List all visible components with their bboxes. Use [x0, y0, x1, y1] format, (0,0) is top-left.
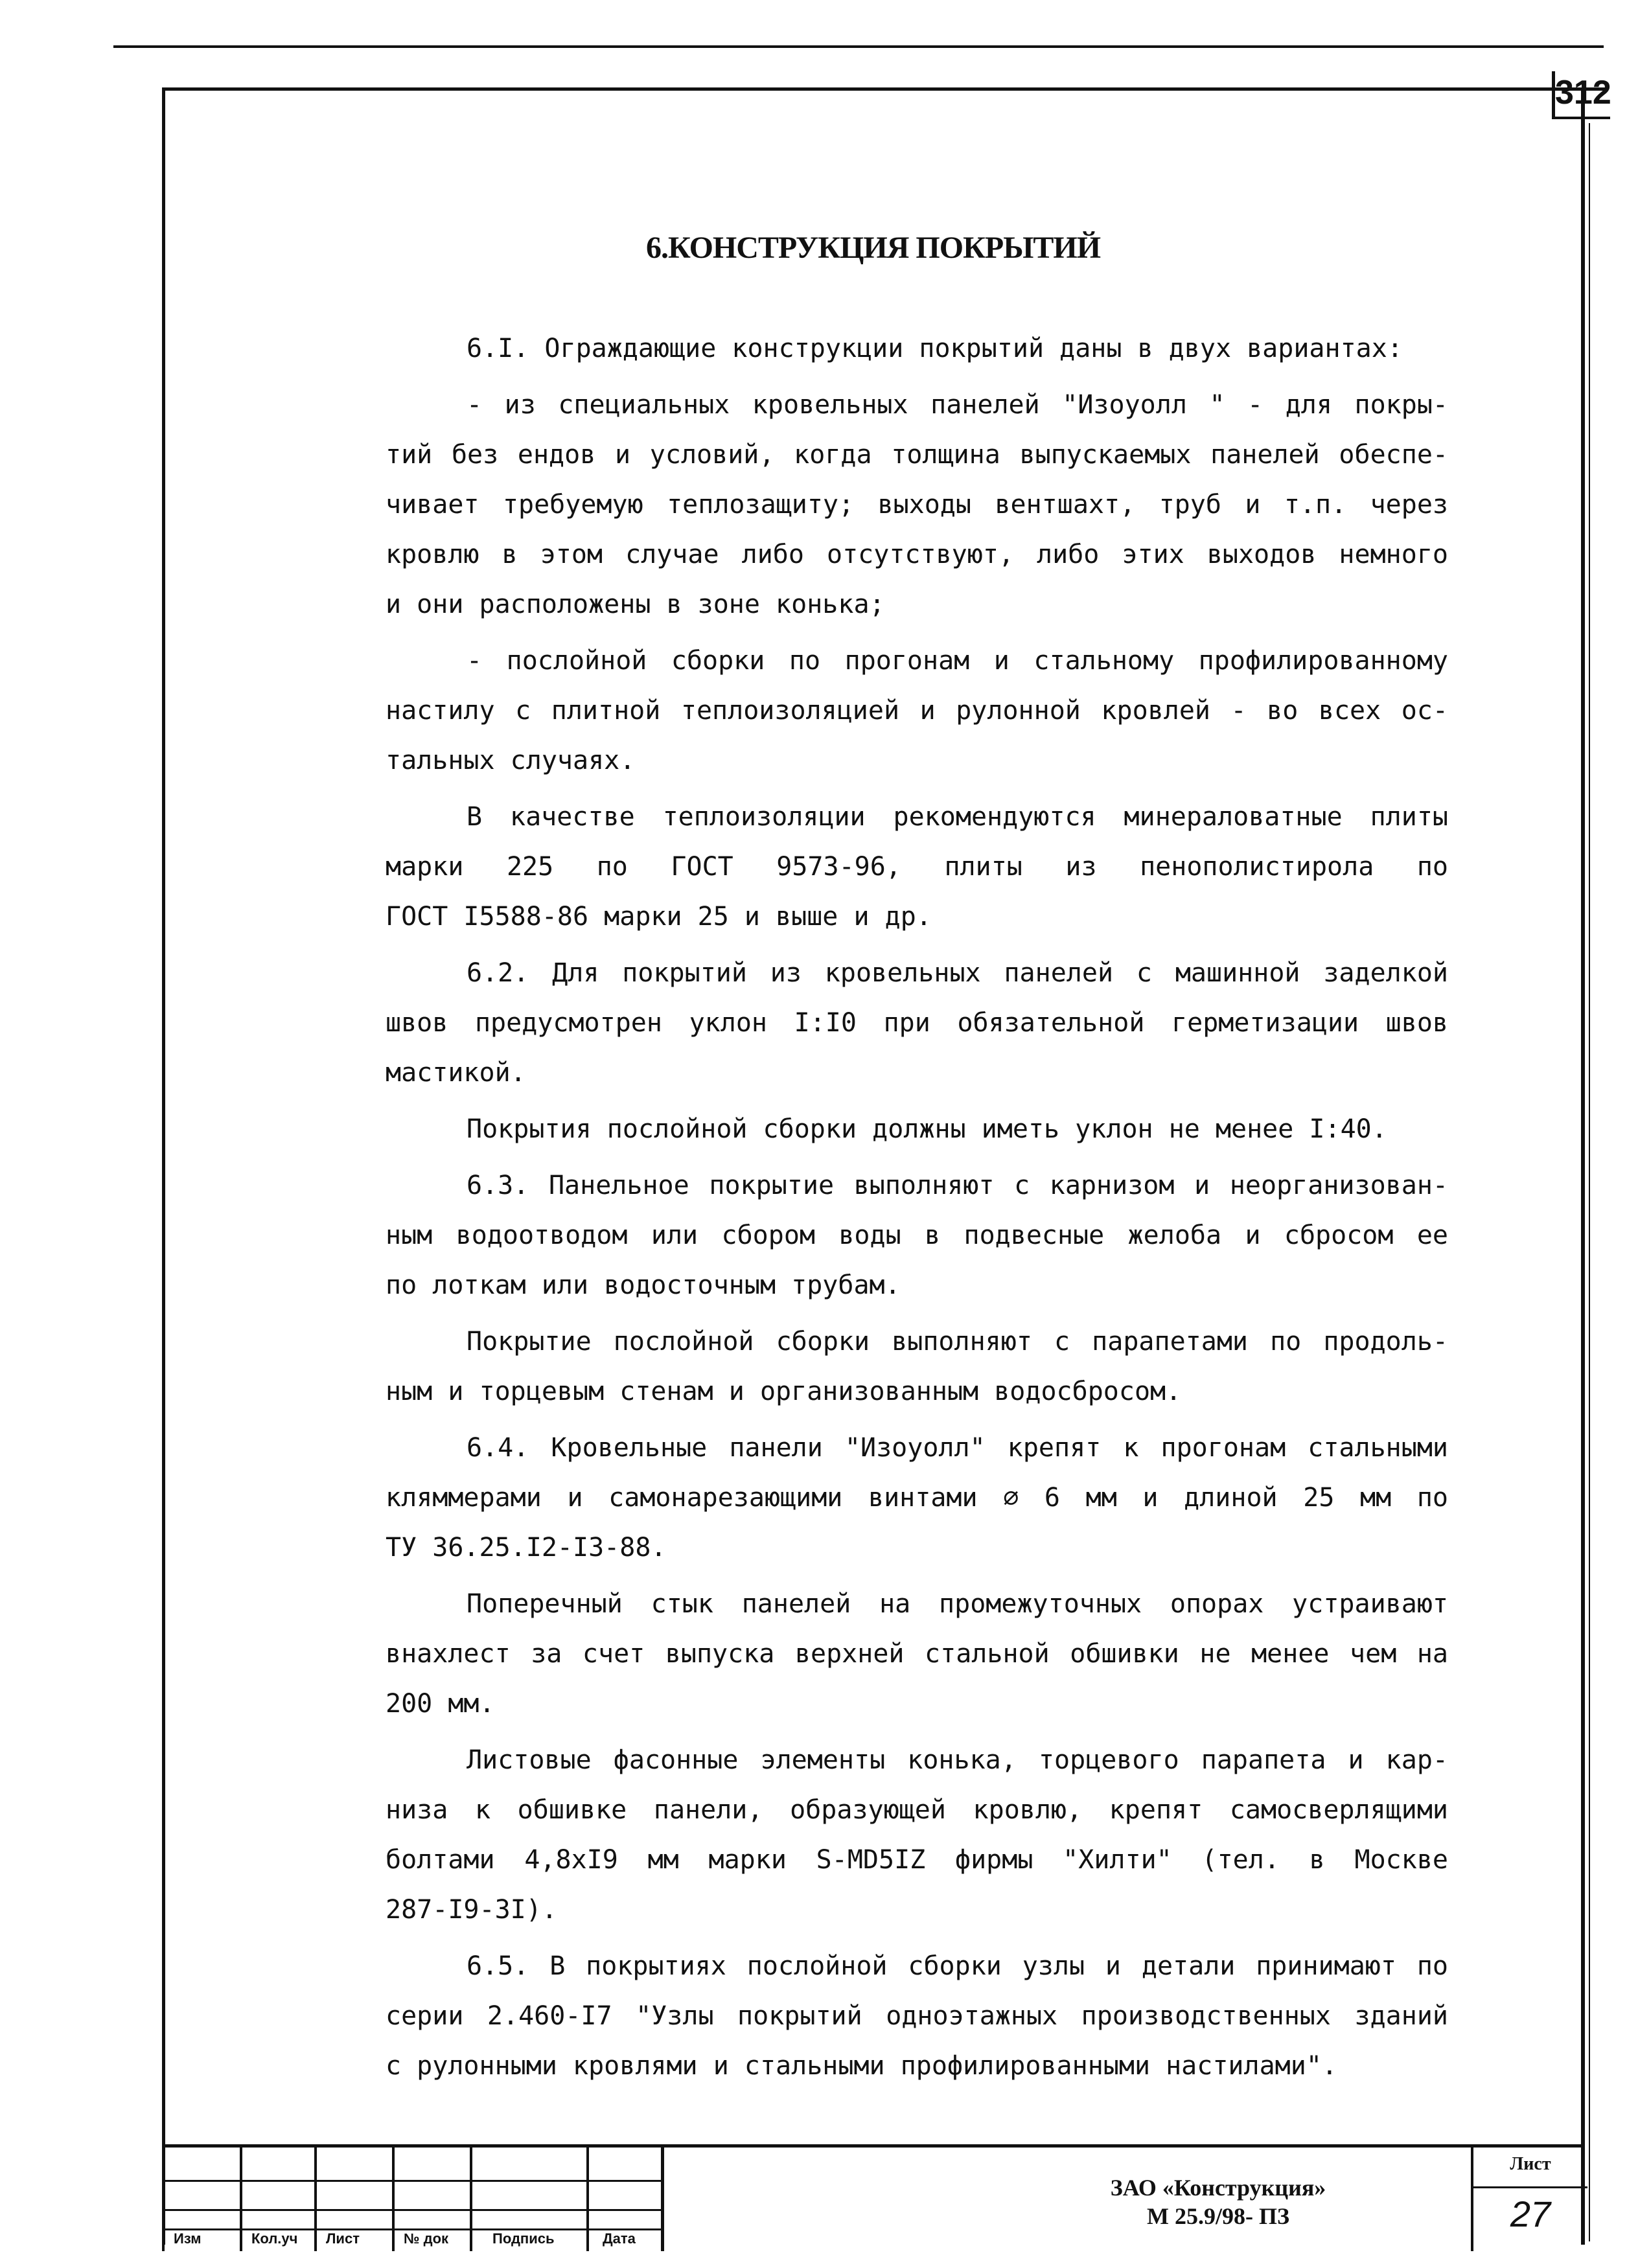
paragraph: [386, 1579, 1448, 1729]
text-line: - из специальных кровельных панелей "Изоуолл " - для покры-: [467, 390, 1448, 420]
text-line: 6.I. Ограждающие конструкции покрытий даны в двух вариантах:: [467, 334, 1403, 363]
organization-block: [1056, 2173, 1380, 2230]
paragraph: [386, 324, 1448, 374]
text-line: В качестве теплоизоляции рекомендуются минераловатные плиты: [467, 802, 1448, 832]
sheet-cell-divider: [1473, 2186, 1587, 2188]
text-line: ным водоотводом или сбором воды в подвесные желоба и сбросом ее: [386, 1220, 1448, 1250]
frame-right-inner-border: [1589, 123, 1590, 2241]
text-line: настилу с плитной теплоизоляцией и рулонной кровлей - во всех ос-: [386, 696, 1448, 726]
text-line: Поперечный стык панелей на промежуточных опорах устраивают: [467, 1589, 1448, 1619]
text-line: Покрытие послойной сборки выполняют с парапетами по продоль-: [467, 1327, 1448, 1357]
paragraph: [386, 380, 1448, 630]
frame-left-border: [162, 87, 165, 2245]
text-line: мастикой.: [386, 1058, 526, 1088]
revision-table-border: [661, 2148, 664, 2251]
paragraph: [386, 792, 1448, 942]
revision-table-divider: [162, 2148, 165, 2251]
text-line: 6.2. Для покрытий из кровельных панелей с машинной заделкой: [467, 958, 1448, 988]
frame-top-border: [162, 87, 1607, 91]
text-line: серии 2.460-I7 "Узлы покрытий одноэтажных производственных зданий: [386, 2001, 1448, 2031]
revision-table-headers: [168, 2230, 661, 2250]
paragraph: [386, 1161, 1448, 1311]
column-header-signature: Подпись: [492, 2230, 555, 2247]
paragraph: [386, 1942, 1448, 2091]
sheet-number-cell: [1471, 2148, 1587, 2251]
text-line: Листовые фасонные элементы конька, торцевого парапета и кар-: [467, 1745, 1448, 1775]
text-line: Покрытия послойной сборки должны иметь уклон не менее I:40.: [467, 1114, 1387, 1144]
text-line: 6.5. В покрытиях послойной сборки узлы и детали принимают по: [467, 1951, 1448, 1981]
text-line: 287-I9-3I).: [386, 1895, 557, 1925]
text-line: ным и торцевым стенам и организованным водосбросом.: [386, 1377, 1182, 1406]
paragraph: [386, 1317, 1448, 1417]
text-line: швов предусмотрен уклон I:I0 при обязательной герметизации швов: [386, 1008, 1448, 1038]
column-header-list: Лист: [326, 2230, 360, 2247]
paragraph: [386, 948, 1448, 1098]
text-line: низа к обшивке панели, образующей кровлю, крепят самосверлящими: [386, 1795, 1448, 1825]
column-header-date: Дата: [603, 2230, 636, 2247]
text-line: - послойной сборки по прогонам и стальному профилированному: [467, 646, 1448, 676]
paragraph: [386, 1423, 1448, 1573]
paragraph: [386, 1735, 1448, 1935]
text-line: 6.4. Кровельные панели "Изоуолл" крепят к прогонам стальными: [467, 1433, 1448, 1463]
text-line: чивает требуемую теплозащиту; выходы вентшахт, труб и т.п. через: [386, 490, 1448, 520]
text-line: марки 225 по ГОСТ 9573-96, плиты из пенополистирола по: [386, 852, 1448, 882]
sheet-number: 27: [1510, 2194, 1551, 2234]
text-line: кляммерами и самонарезающими винтами ⌀ 6 мм и длиной 25 мм по: [386, 1483, 1448, 1513]
text-line: болтами 4,8хI9 мм марки S-MD5IZ фирмы "Хилти" (тел. в Москве: [386, 1845, 1448, 1875]
sheet-label: Лист: [1510, 2154, 1551, 2174]
paragraph: [386, 636, 1448, 786]
column-header-doc-no: № док: [404, 2230, 449, 2247]
text-line: 200 мм.: [386, 1689, 495, 1719]
text-line: ТУ 36.25.I2-I3-88.: [386, 1533, 667, 1563]
revision-table: [162, 2148, 661, 2248]
text-line: ГОСТ I5588-86 марки 25 и выше и др.: [386, 902, 932, 932]
text-line: тий без ендов и условий, когда толщина выпускаемых панелей обеспе-: [386, 440, 1448, 470]
document-code: М 25.9/98- ПЗ: [1147, 2203, 1289, 2229]
text-line: с рулонными кровлями и стальными профилированными настилами".: [386, 2051, 1338, 2081]
frame-right-border: [1581, 87, 1585, 2245]
column-header-izm: Изм: [174, 2230, 202, 2247]
text-line: по лоткам или водосточным трубам.: [386, 1270, 901, 1300]
organization-name: ЗАО «Конструкция»: [1110, 2175, 1326, 2201]
text-line: 6.3. Панельное покрытие выполняют с карнизом и неорганизован-: [467, 1171, 1448, 1200]
paragraph: [386, 1105, 1448, 1154]
sheet-tag: 312: [1552, 71, 1610, 119]
body-text: [386, 324, 1448, 2091]
text-line: кровлю в этом случае либо отсутствуют, либо этих выходов немного: [386, 540, 1448, 569]
title-block: [162, 2144, 1585, 2251]
text-line: внахлест за счет выпуска верхней стальной обшивки не менее чем на: [386, 1639, 1448, 1669]
text-line: тальных случаях.: [386, 746, 636, 775]
top-rule: [113, 45, 1604, 48]
text-line: и они расположены в зоне конька;: [386, 590, 885, 619]
column-header-kol-uch: Кол.уч: [251, 2230, 298, 2247]
page-title: 6.КОНСТРУКЦИЯ ПОКРЫТИЙ: [645, 231, 1101, 265]
